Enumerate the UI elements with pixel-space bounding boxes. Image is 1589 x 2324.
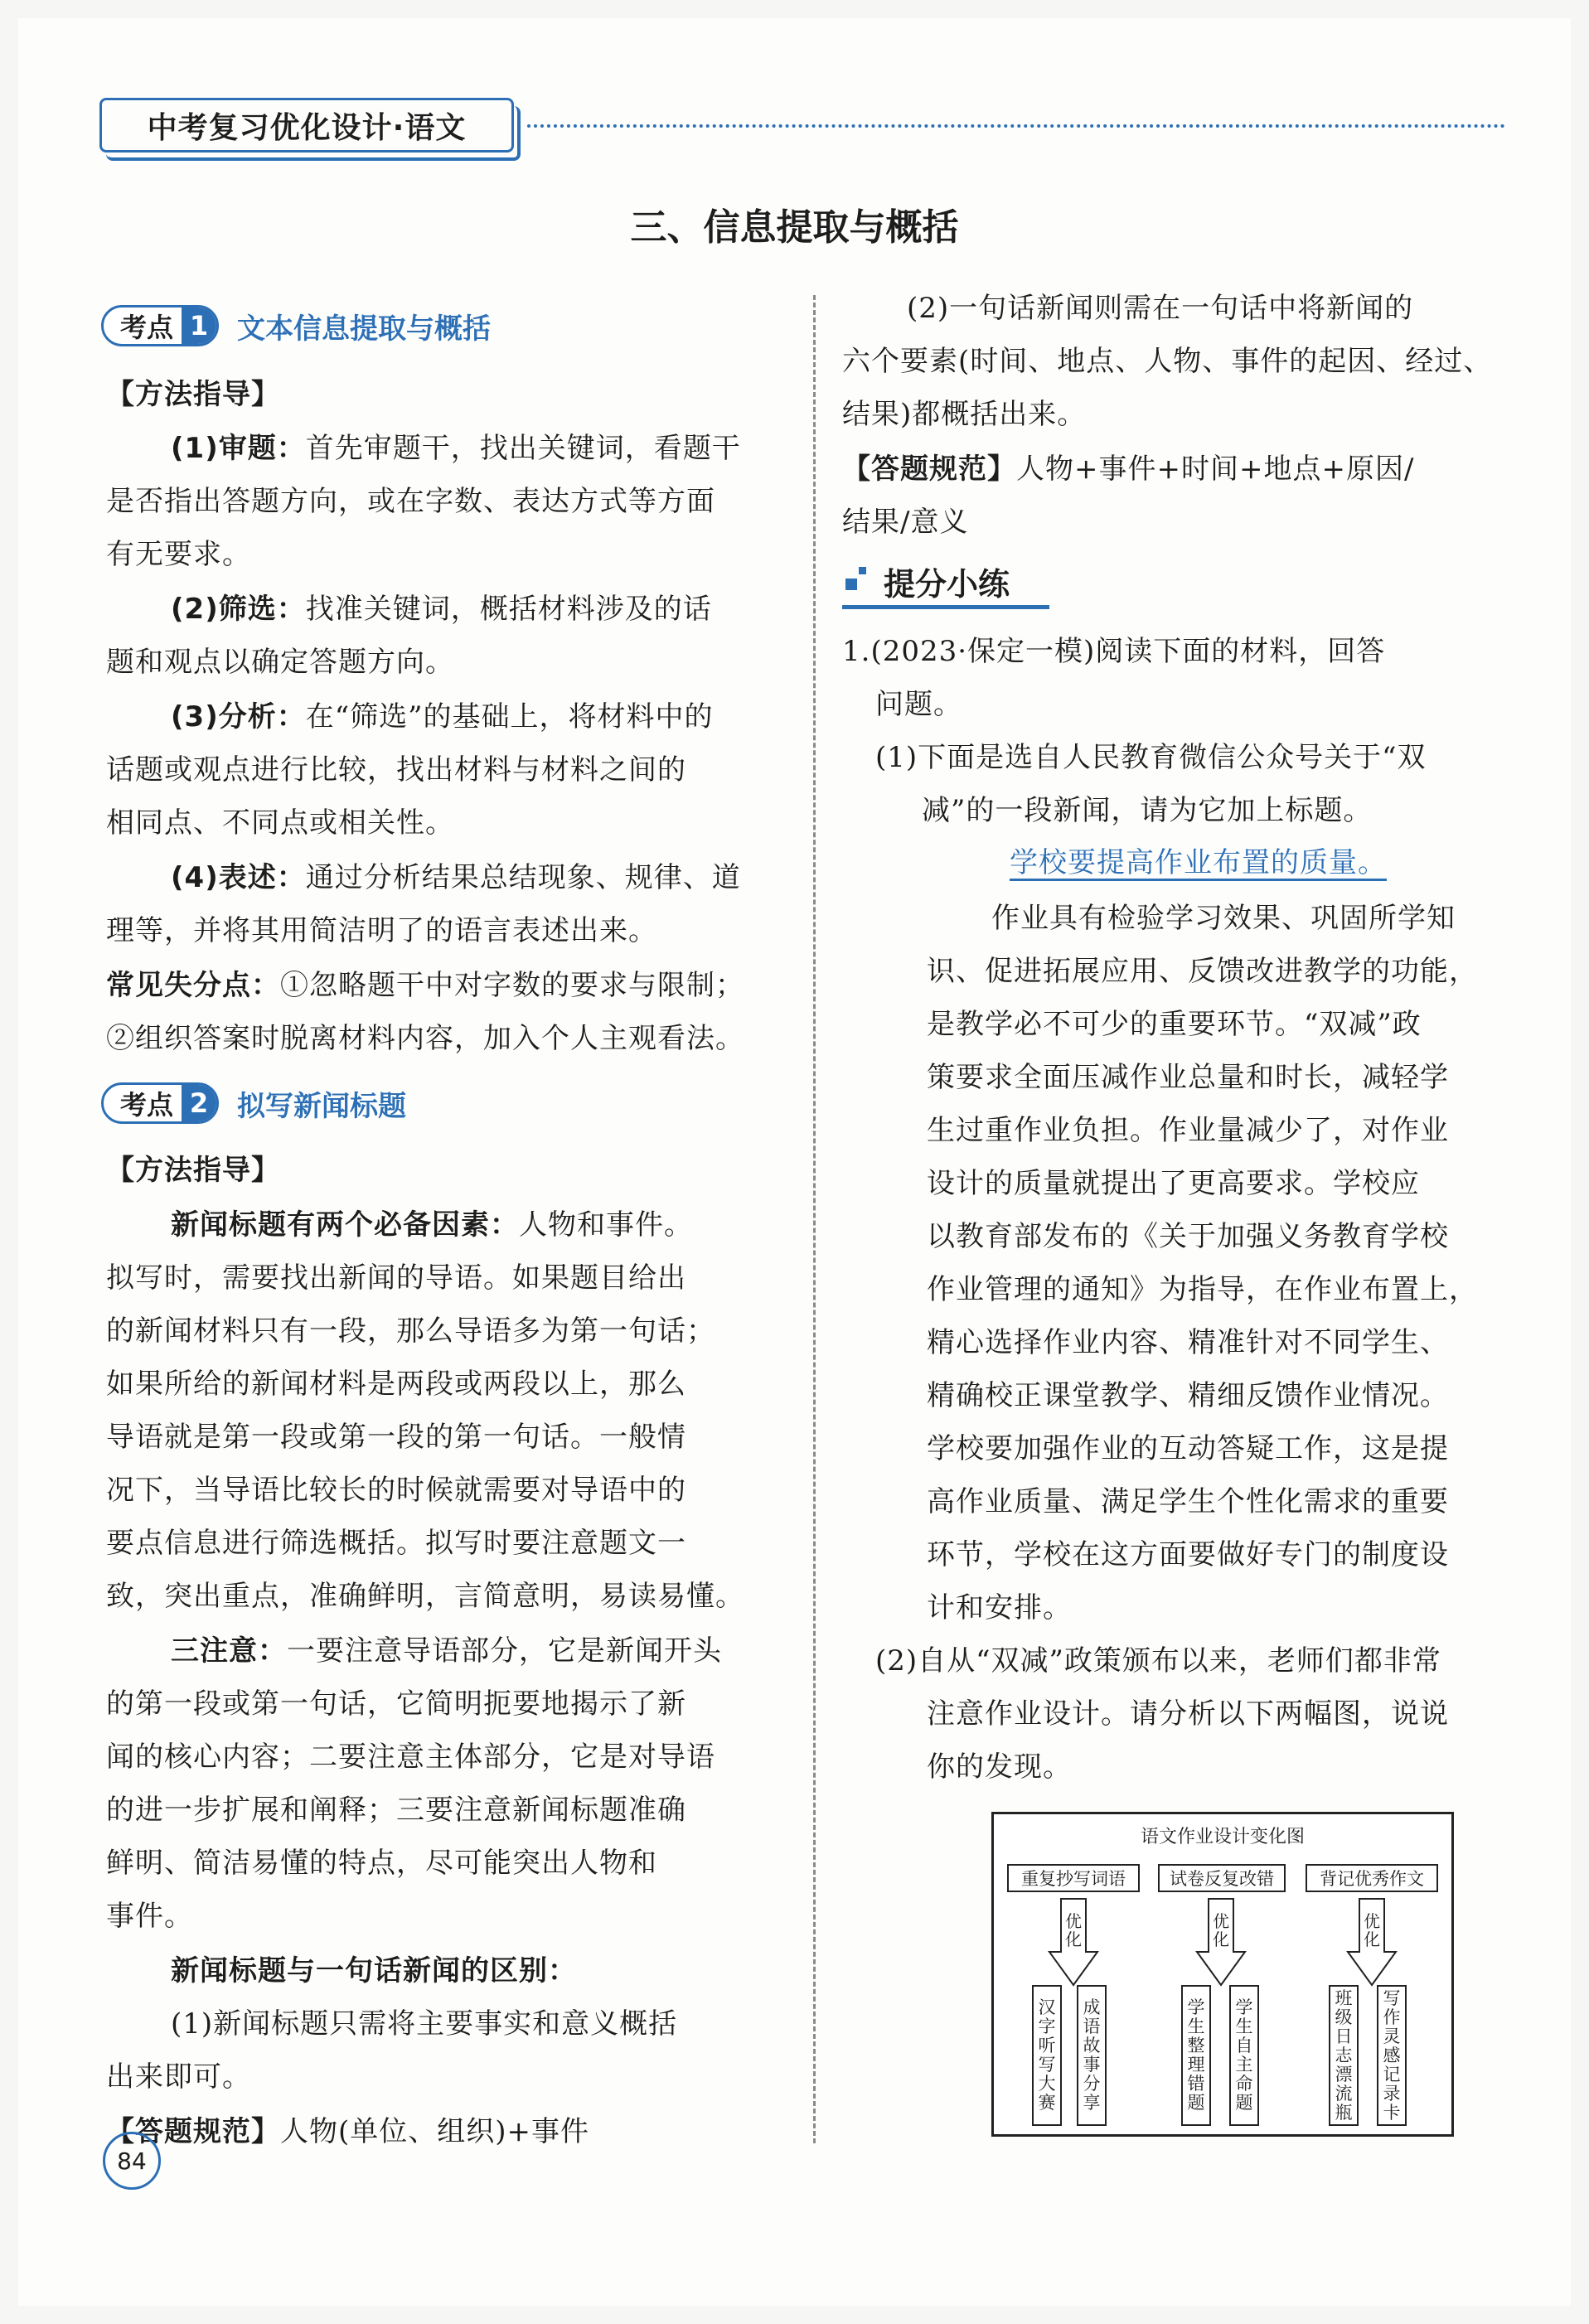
- news-line-3: 是教学必不可少的重要环节。“双减”政: [927, 1008, 1422, 1041]
- question-1a-line-2: 减”的一段新闻，请为它加上标题。: [922, 794, 1373, 827]
- kaodian-number: 2: [182, 1085, 216, 1121]
- difference-1-line-1: (1)新闻标题只需将主要事实和意义概括: [171, 2007, 678, 2041]
- news-line-11: 学校要加强作业的互动答疑工作，这是提: [927, 1432, 1449, 1465]
- common-errors-line-2: ②组织答案时脱离材料内容，加入个人主观看法。: [106, 1022, 744, 1055]
- step-3-line-2: 话题或观点进行比较，找出材料与材料之间的: [106, 753, 686, 787]
- three-notes-line-3: 闻的核心内容；二要注意主体部分，它是对导语: [106, 1741, 715, 1774]
- question-1b-line-2: 注意作业设计。请分析以下两幅图，说说: [927, 1697, 1449, 1731]
- header-dotted-rule: [527, 124, 1505, 128]
- three-notes-line-6: 事件。: [106, 1900, 193, 1933]
- handwritten-answer: 学校要提高作业布置的质量。: [1010, 846, 1387, 879]
- kaodian-badge: [101, 305, 219, 346]
- news-title-para-line-1: 新闻标题有两个必备因素：人物和事件。: [171, 1208, 693, 1242]
- step-1-line-1: (1)审题：首先审题干，找出关键词，看题干: [171, 432, 741, 465]
- news-title-para-line-8: 致，突出重点，准确鲜明，言简意明，易读易懂。: [106, 1580, 744, 1613]
- step-4-line-1: (4)表述：通过分析结果总结现象、规律、道: [171, 861, 741, 894]
- kaodian-2-heading: [101, 1082, 406, 1124]
- arrow-label: 优化: [1065, 1911, 1082, 1949]
- step-2-line-2: 题和观点以确定答题方向。: [106, 646, 454, 679]
- diagram-new-task-5: 班 级 日 志 漂 流 瓶: [1329, 1985, 1359, 2126]
- square-icon: [845, 579, 857, 590]
- answer-spec-2-line-2: 结果/意义: [842, 506, 969, 539]
- kaodian-word: 考点: [120, 1089, 174, 1121]
- news-line-8: 作业管理的通知》为指导，在作业布置上，: [927, 1273, 1478, 1306]
- arrow-label: 优化: [1364, 1911, 1380, 1949]
- step-1-line-2: 是否指出答题方向，或在字数、表达方式等方面: [106, 485, 715, 518]
- kaodian-word: 考点: [120, 312, 174, 343]
- kaodian-title: 拟写新闻标题: [237, 1089, 407, 1123]
- news-line-5: 生过重作业负担。作业量减少了，对作业: [927, 1114, 1449, 1147]
- diagram-new-task-1: 汉 字 听 写 大 赛: [1032, 1985, 1062, 2126]
- difference-2-line-2: 六个要素(时间、地点、人物、事件的起因、经过、: [842, 345, 1493, 378]
- news-line-14: 计和安排。: [927, 1591, 1072, 1624]
- method-heading-2: 【方法指导】: [106, 1154, 280, 1187]
- method-heading-1: 【方法指导】: [106, 378, 280, 411]
- news-line-1: 作业具有检验学习效果、巩固所学知: [991, 902, 1456, 935]
- diagram-new-task-2: 成 语 故 事 分 享: [1077, 1985, 1107, 2126]
- news-title-para-line-7: 要点信息进行筛选概括。拟写时要注意题文一: [106, 1527, 686, 1560]
- kaodian-number: 1: [182, 307, 216, 344]
- news-line-4: 策要求全面压减作业总量和时长，减轻学: [927, 1061, 1449, 1094]
- question-1-line-1: 1.(2023·保定一模)阅读下面的材料，回答: [842, 635, 1386, 668]
- three-notes-line-2: 的第一段或第一句话，它简明扼要地揭示了新: [106, 1687, 686, 1721]
- difference-2-line-1: (2)一句话新闻则需在一句话中将新闻的: [907, 292, 1414, 325]
- kaodian-title: 文本信息提取与概括: [237, 312, 492, 346]
- step-3-line-1: (3)分析：在“筛选”的基础上，将材料中的: [171, 700, 714, 734]
- difference-heading: 新闻标题与一句话新闻的区别：: [171, 1954, 577, 1988]
- question-1a-line-1: (1)下面是选自人民教育微信公众号关于“双: [875, 741, 1427, 774]
- three-notes-line-4: 的进一步扩展和阐释；三要注意新闻标题准确: [106, 1794, 686, 1827]
- common-errors-line-1: 常见失分点：①忽略题干中对字数的要求与限制；: [106, 969, 744, 1002]
- question-1b-line-1: (2)自从“双减”政策颁布以来，老师们都非常: [875, 1644, 1441, 1678]
- question-1-line-2: 问题。: [875, 688, 962, 721]
- news-title-para-line-4: 如果所给的新闻材料是两段或两段以上，那么: [106, 1368, 686, 1401]
- step-3-line-3: 相同点、不同点或相关性。: [106, 806, 454, 840]
- square-icon: [859, 567, 866, 574]
- step-4-line-2: 理等，并将其用简洁明了的语言表述出来。: [106, 914, 657, 947]
- diagram-new-task-4: 学 生 自 主 命 题: [1229, 1985, 1259, 2126]
- news-line-7: 以教育部发布的《关于加强义务教育学校: [927, 1220, 1449, 1253]
- news-title-para-line-6: 况下，当导语比较长的时候就需要对导语中的: [106, 1474, 686, 1507]
- diagram-old-task-3: 背记优秀作文: [1306, 1864, 1438, 1892]
- news-line-12: 高作业质量、满足学生个性化需求的重要: [927, 1485, 1449, 1518]
- column-divider: [813, 295, 816, 2143]
- diagram-title: 语文作业设计变化图: [1140, 1827, 1305, 1847]
- practice-underline: [842, 605, 1049, 609]
- kaodian-badge: [101, 1082, 219, 1124]
- news-line-6: 设计的质量就提出了更高要求。学校应: [927, 1167, 1420, 1200]
- page-number: 84: [103, 2132, 161, 2190]
- news-line-10: 精确校正课堂教学、精细反馈作业情况。: [927, 1379, 1449, 1412]
- news-title-para-line-5: 导语就是第一段或第一段的第一句话。一般情: [106, 1421, 686, 1454]
- header-series: 中考复习优化设计·语文: [147, 110, 467, 145]
- news-title-para-line-2: 拟写时，需要找出新闻的导语。如果题目给出: [106, 1261, 686, 1295]
- practice-heading-text: 提分小练: [884, 566, 1010, 603]
- difference-2-line-3: 结果)都概括出来。: [842, 398, 1087, 431]
- news-title-para-line-3: 的新闻材料只有一段，那么导语多为第一句话；: [106, 1315, 715, 1348]
- diagram-new-task-6: 写 作 灵 感 记 录 卡: [1377, 1985, 1407, 2126]
- news-line-13: 环节，学校在这方面要做好专门的制度设: [927, 1538, 1449, 1571]
- section-title: 三、信息提取与概括: [630, 206, 959, 249]
- step-1-line-3: 有无要求。: [106, 538, 251, 571]
- homework-design-diagram: [991, 1812, 1454, 2137]
- header-box: [99, 98, 514, 153]
- difference-1-line-2: 出来即可。: [106, 2060, 251, 2094]
- answer-spec-2-line-1: 【答题规范】人物+事件+时间+地点+原因/: [842, 453, 1415, 486]
- news-line-9: 精心选择作业内容、精准针对不同学生、: [927, 1326, 1449, 1359]
- answer-spec-1: 【答题规范】人物(单位、组织)+事件: [106, 2115, 590, 2148]
- news-line-2: 识、促进拓展应用、反馈改进教学的功能，: [927, 955, 1478, 988]
- three-notes-line-5: 鲜明、简洁易懂的特点，尽可能突出人物和: [106, 1847, 657, 1880]
- diagram-new-task-3: 学 生 整 理 错 题: [1181, 1985, 1211, 2126]
- diagram-old-task-2: 试卷反复改错: [1158, 1864, 1286, 1892]
- step-2-line-1: (2)筛选：找准关键词，概括材料涉及的话: [171, 593, 712, 626]
- arrow-label: 优化: [1213, 1911, 1229, 1949]
- diagram-old-task-1: 重复抄写词语: [1007, 1864, 1140, 1892]
- question-1b-line-3: 你的发现。: [927, 1750, 1072, 1784]
- three-notes-line-1: 三注意：一要注意导语部分，它是新闻开头: [171, 1634, 722, 1668]
- kaodian-1-heading: [101, 305, 491, 346]
